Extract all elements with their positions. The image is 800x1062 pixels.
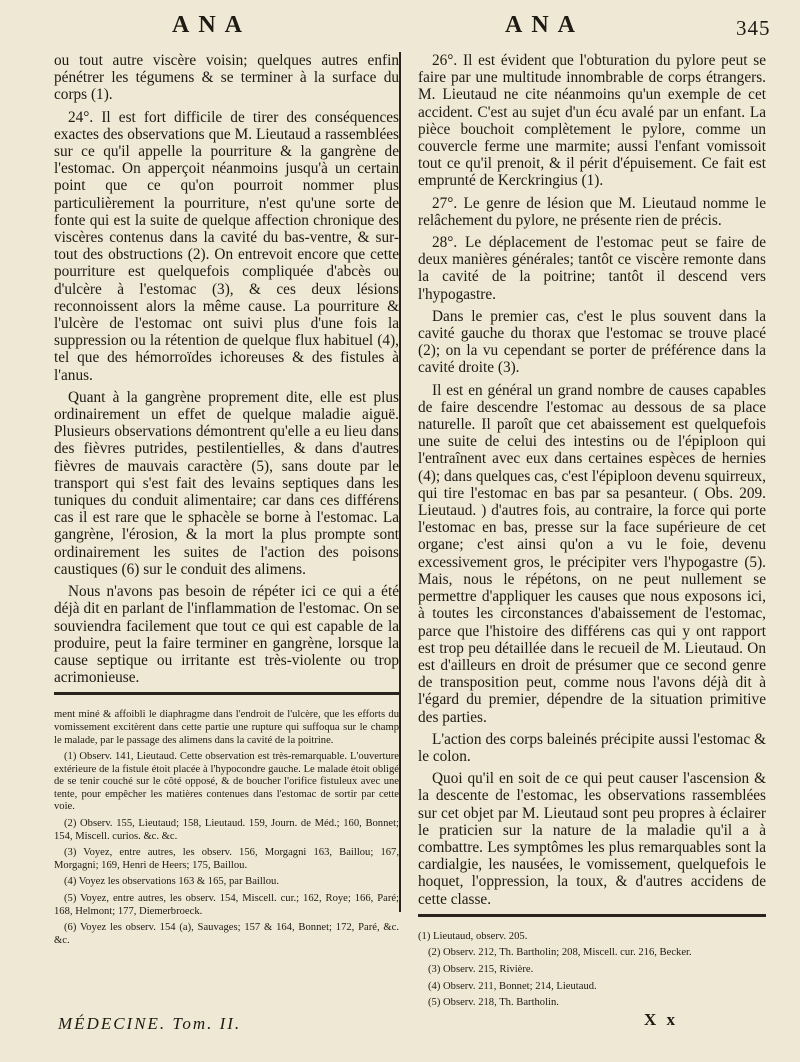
footnote: (1) Lieutaud, observ. 205.: [418, 930, 528, 942]
footnote: (6) Voyez les observ. 154 (a), Sauvages; 157 & 164, Bonnet; 172, Paré, &c. &c.: [54, 922, 399, 946]
paragraph: L'action des corps baleinés précipite aussi l'estomac & le colon.: [418, 730, 766, 765]
right-column: [418, 52, 766, 1014]
column-divider: [399, 52, 401, 912]
footnote: ment miné & affoibli le diaphragme dans l'endroit de l'ulcère, que les efforts du vomissement excitèrent dans cette partie une rupture qui suffoqua sur le champ le malade, par le passage des alimens dans la cavité de la poitrine.: [54, 709, 399, 746]
footnote: (5) Voyez, entre autres, les observ. 154, Miscell. cur.; 162, Roye; 166, Paré; 168, Helmont; 177, Diemerbroeck.: [54, 893, 399, 917]
footnote: (3) Voyez, entre autres, les observ. 156, Morgagni 163, Baillou; 167, Morgagni; 169, Henri de Heers; 175, Baillou.: [54, 847, 399, 871]
paragraph: Nous n'avons pas besoin de répéter ici ce qui a été déjà dit en parlant de l'inflammation de l'estomac. On se souviendra facilement que tout ce qui est capable de la produire, peut la faire terminer en gangrène, lorsque la cause septique ou irritante est très-violente ou trop acrimonieuse.: [54, 583, 399, 687]
footnotes: [418, 931, 766, 1010]
signature-mark: X x: [644, 1010, 679, 1029]
paragraph: 26°. Il est évident que l'obturation du pylore peut se faire par une multitude innombrable de corps étrangers. M. Lieutaud ne cite néanmoins qu'un exemple de cet accident. C'est au sujet d'un écu avalé par un enfant. La pièce bouchoit complètement le pylore, comme un couvercle ferme une marmite; aussi l'enfant vomissoit tout ce qu'il prenoit, & il périt d'épuisement. Ce fait est emprunté de Kerckringius (1).: [418, 52, 766, 190]
footnote-rule: [54, 692, 399, 695]
footnote: (3) Observ. 215, Rivière.: [428, 963, 534, 975]
paragraph: ou tout autre viscère voisin; quelques autres enfin pénétrer les tégumens & se terminer à la surface du corps (1).: [54, 52, 399, 104]
paragraph: 24°. Il est fort difficile de tirer des conséquences exactes des observations que M. Lieutaud a rassemblées sur ce qu'il appelle la pourriture & la gangrène de l'estomac. On apperçoit néanmoins jusqu'à un certain point que ce qu'on pourroit nommer plus particulièrement la pourriture, n'est qu'une sorte de fonte qui est la suite de quelque affection chronique des viscères contenus dans la cavité du bas-ventre, & sur-tout des obstructions (2). On entrevoit encore que cette pourriture est quelquefois compliquée d'abcès ou d'ulcère à l'estomac (3), & ces deux lésions reconnoissent alors la même cause. La pourriture & l'ulcère de l'estomac ont suivi plus d'une fois la suppression ou la rétention de quelque flux habituel (4), tel que des hémorroïdes ichoreuses & des fistules à l'anus.: [54, 108, 399, 384]
running-head-left: ANA: [172, 12, 251, 38]
paragraph: 28°. Le déplacement de l'estomac peut se faire de deux manières générales; tantôt ce viscère remonte dans la cavité de la poitrine; tantôt il descend vers l'hypogastre.: [418, 234, 766, 303]
footnote: (4) Voyez les observations 163 & 165, par Baillou.: [64, 876, 279, 888]
printer-signature: MÉDECINE. Tom. II.: [58, 1014, 242, 1033]
page-number: 345: [736, 16, 771, 40]
paragraph: Quant à la gangrène proprement dite, elle est plus ordinairement un effet de quelque maladie aiguë. Plusieurs observations démontrent qu'elle a eu lieu dans des fièvres putrides, pestilentielles, & dans d'autres fièvres de mauvais caractère (5), sans doute par le transport qui s'est fait des levains septiques dans les tuniques du conduit alimentaire; car dans ces différens cas il est rare que le sphacèle se borne à l'estomac. La gangrène, l'érosion, & la mort la plus prompte sont ordinairement les suites de l'action des poisons caustiques (6) sur le conduit des alimens.: [54, 388, 399, 578]
paragraph: Il est en général un grand nombre de causes capables de faire descendre l'estomac au dessous de sa place naturelle. Il paroît que cet abaissement est quelquefois une suite de celui des intestins ou de l'épiploon qui l'entraînent avec eux dans certaines espèces de hernies (4); dans quelques cas, c'est l'épiploon devenu squirreux, qui tire l'estomac en bas par sa pesanteur. ( Obs. 209. Lieutaud. ) d'autres fois, au contraire, la force qui porte l'estomac en bas, presse sur la face supérieure de cet organe; c'est ainsi qu'on a vu le foie, devenu excessivement gros, le précipiter vers l'hypogastre (5). Mais, nous le répétons, on ne peut nullement se permettre d'appliquer les causes que nous exposons ici, à toutes les circonstances d'abaissement de l'estomac, parce que l'histoire des différens cas qui y ont rapport est trop peu détaillée dans le recueil de M. Lieutaud. On est d'ailleurs en droit de présumer que ce second genre de transposition peut, comme nous l'avons déjà dit à l'égard du premier, dépendre de la situation primitive des parties.: [418, 381, 766, 726]
footnote: (5) Observ. 218, Th. Bartholin.: [428, 997, 559, 1009]
footnotes: [54, 709, 399, 947]
running-head-right: ANA: [505, 12, 584, 38]
footnote: (2) Observ. 155, Lieutaud; 158, Lieutaud. 159, Journ. de Méd.; 160, Bonnet; 154, Miscell. curios. &c. &c.: [54, 818, 399, 842]
footnote: (1) Observ. 141, Lieutaud. Cette observation est très-remarquable. L'ouverture extérieure de la fistule étoit placée à l'hypocondre gauche. Le malade étoit obligé de se tenir couché sur le côté opposé, & de boucher l'orifice fistuleux avec une tente, pour empêcher les matières contenues dans l'estomac de sortir par cette voie.: [54, 751, 399, 813]
footnote: (4) Observ. 211, Bonnet; 214, Lieutaud.: [428, 980, 597, 992]
footnote: (2) Observ. 212, Th. Bartholin; 208, Miscell. cur. 216, Becker.: [428, 947, 692, 959]
paragraph: Quoi qu'il en soit de ce qui peut causer l'ascension & la descente de l'estomac, les observations rassemblées sur cet objet par M. Lieutaud sont peu propres à éclairer le praticien sur la nature de la maladie qu'il a à combattre. Les symptômes les plus remarquables sont la cardialgie, les nausées, le vomissement, quelquefois le hoquet, l'oppression, la toux, & d'autres accidens de cette classe.: [418, 770, 766, 908]
paragraph: 27°. Le genre de lésion que M. Lieutaud nomme le relâchement du pylore, ne présente rien de précis.: [418, 194, 766, 229]
footnote-rule: [418, 914, 766, 917]
left-column: [54, 52, 399, 951]
paragraph: Dans le premier cas, c'est le plus souvent dans la cavité gauche du thorax que l'estomac se trouve placé (2); on la vu cependant se porter de préférence dans la cavité droite (3).: [418, 307, 766, 377]
